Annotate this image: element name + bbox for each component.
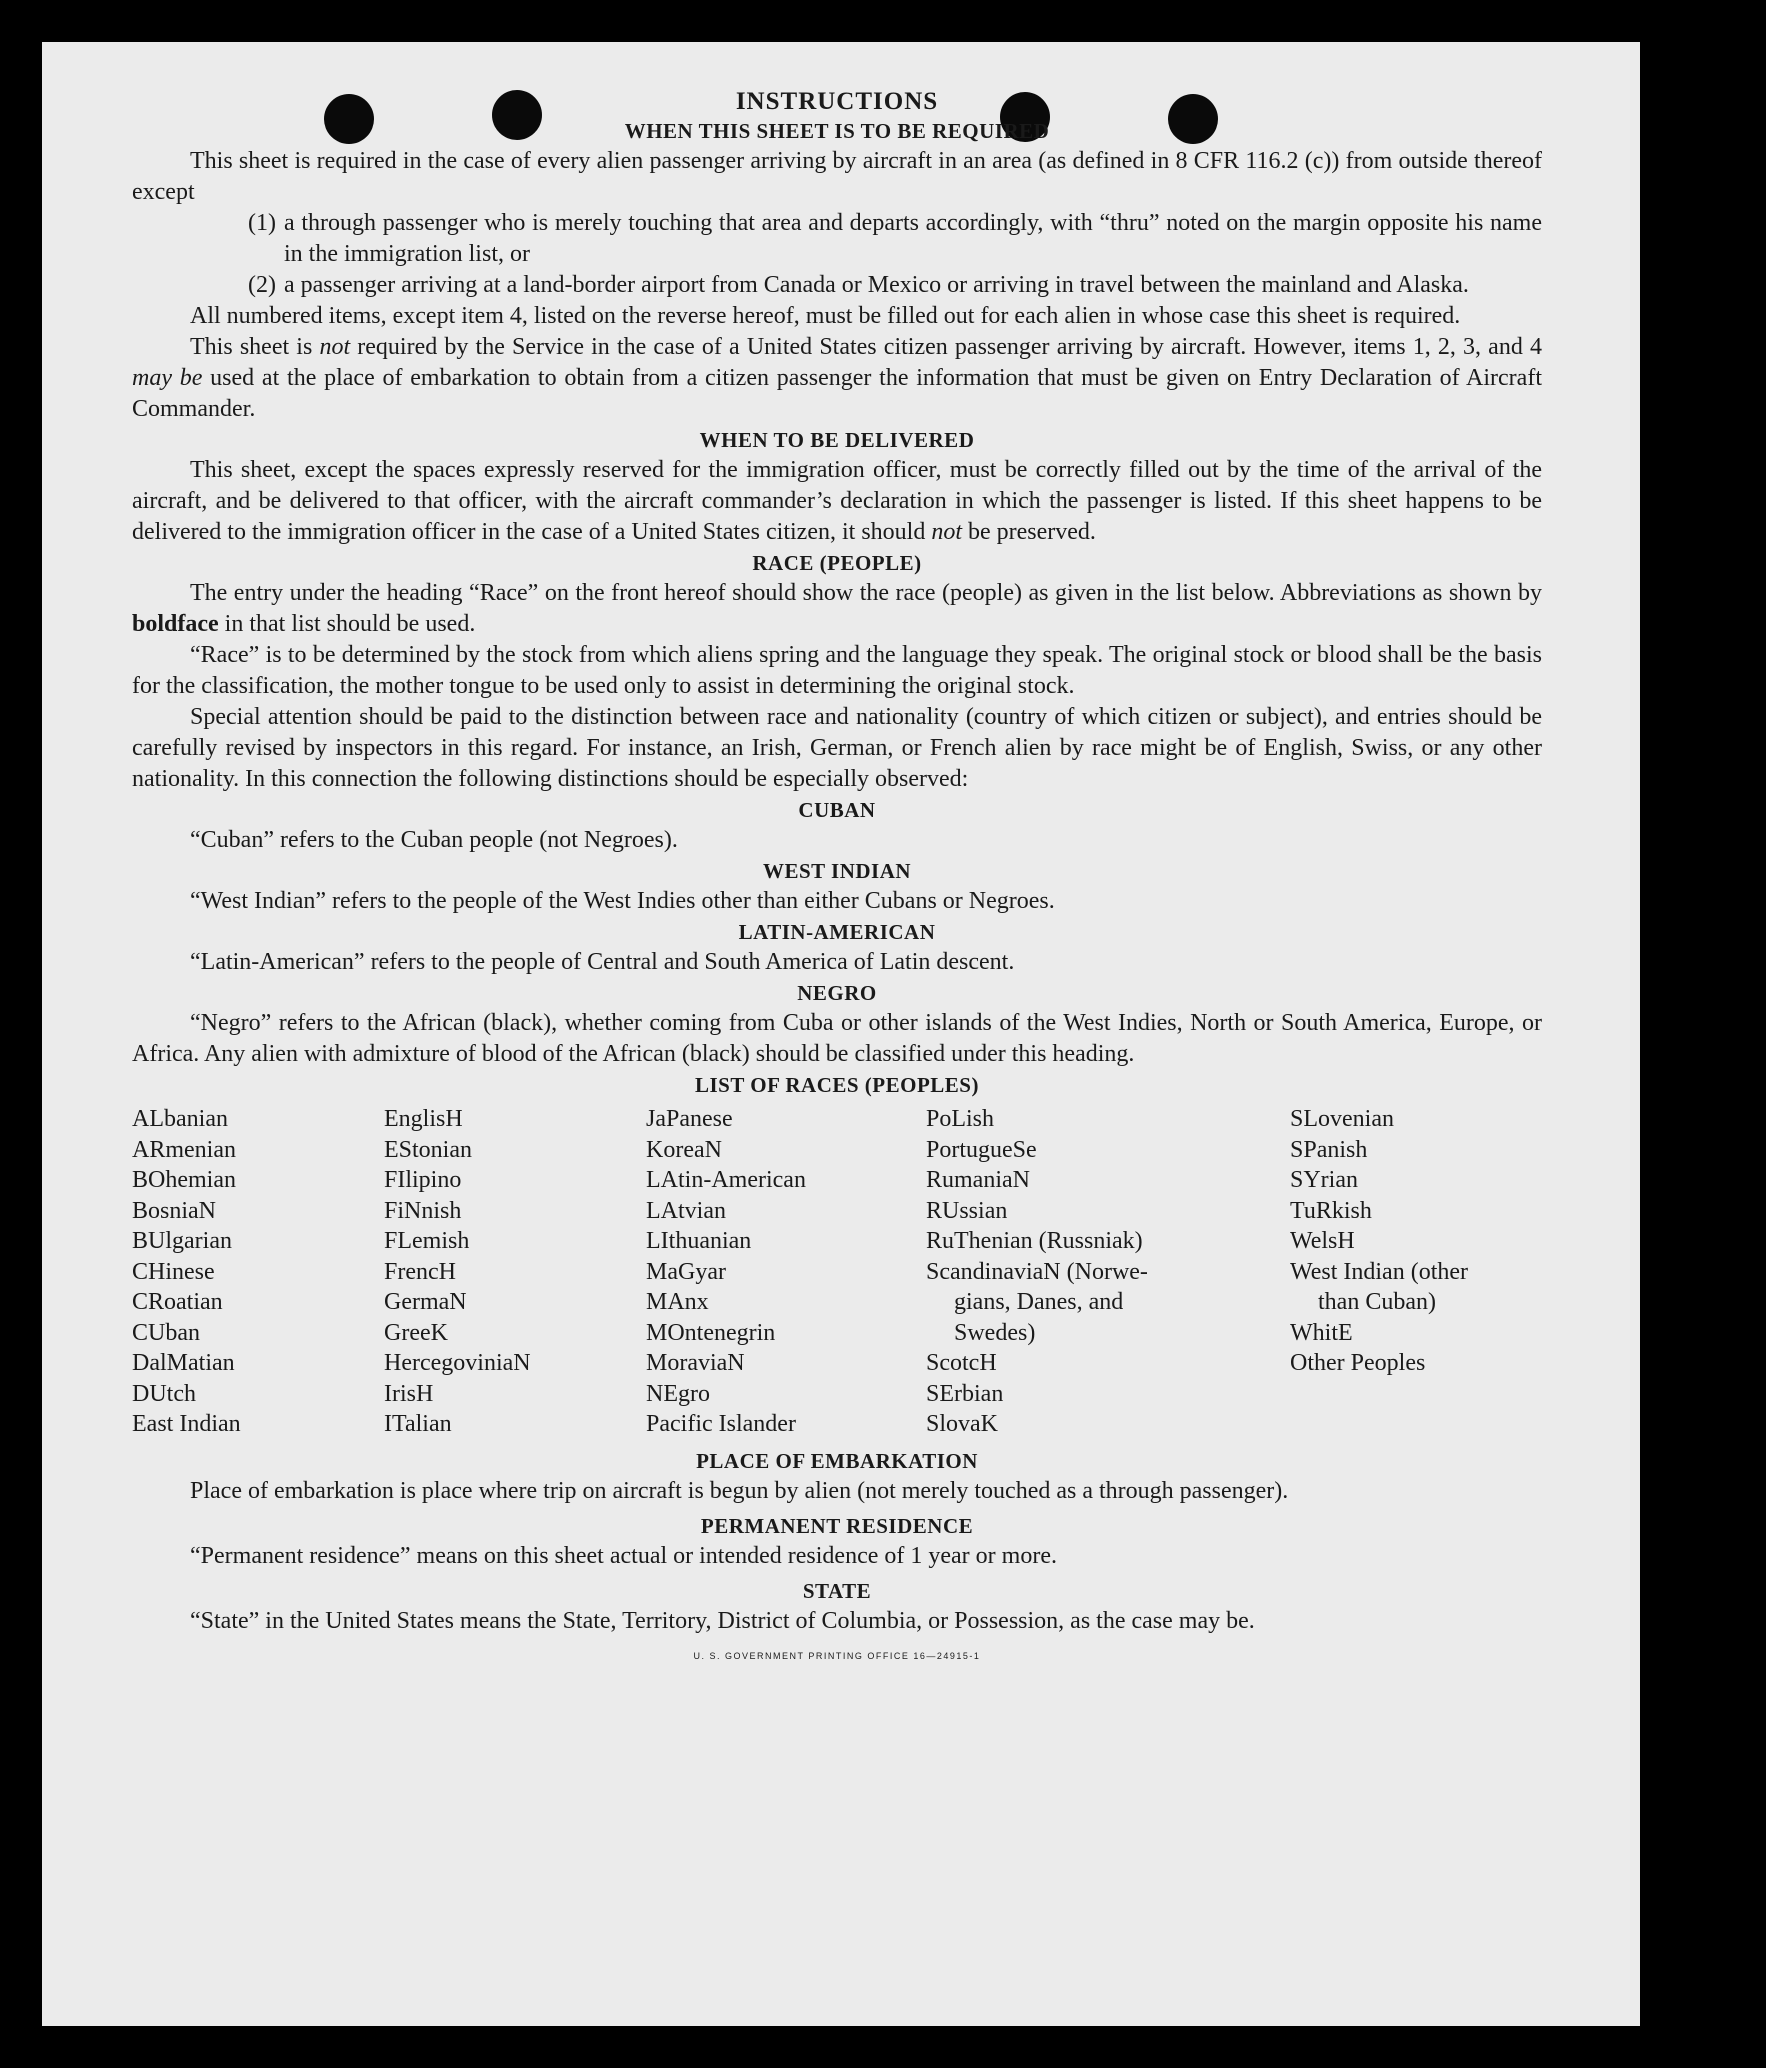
printer-imprint: U. S. GOVERNMENT PRINTING OFFICE 16—24915-1	[693, 1650, 981, 1661]
item-number: (2)	[248, 272, 276, 298]
paragraph: “Latin-American” refers to the people of Central and South America of Latin descent.	[190, 949, 1015, 975]
section-heading: LIST OF RACES (PEOPLES)	[695, 1073, 979, 1097]
race-item: DUtch	[132, 1380, 196, 1407]
text-run: in that list should be used.	[218, 611, 476, 637]
race-item: NEgro	[646, 1380, 710, 1407]
section-heading: CUBAN	[798, 798, 876, 822]
paragraph: All numbered items, except item 4, listed on the reverse hereof, must be filled out for each alien in whose case this sheet is required.	[190, 303, 1461, 329]
race-column	[132, 1104, 384, 1440]
race-item: ALbanian	[132, 1106, 228, 1132]
race-item: DalMatian	[132, 1350, 235, 1376]
race-item: TuRkish	[1290, 1197, 1372, 1224]
race-item: RUssian	[926, 1197, 1008, 1224]
section-heading: LATIN-AMERICAN	[738, 920, 936, 944]
paragraph: This sheet is required in the case of every alien passenger arriving by aircraft in an area (as defined in 8 CFR 116.2 (c)) from outside thereof except	[132, 148, 1542, 205]
section-heading: STATE	[802, 1578, 872, 1603]
race-item: BOhemian	[132, 1167, 236, 1193]
race-column	[384, 1104, 646, 1440]
section-heading: PLACE OF EMBARKATION	[696, 1448, 978, 1473]
race-list	[132, 1104, 1542, 1440]
paragraph: Special attention should be paid to the distinction between race and nationality (country of which citizen or subject), and entries should be carefully revised by inspectors in this regard. For instance, an Irish, German, or French alien by race might be of English, Swiss, or any other nationality. In this connection the following distinctions should be especially observed:	[132, 704, 1542, 792]
race-item: CHinese	[132, 1258, 215, 1285]
race-item: FrencH	[384, 1258, 456, 1285]
race-item: MAnx	[646, 1289, 709, 1315]
race-item: Other Peoples	[1290, 1350, 1426, 1376]
paragraph: “Cuban” refers to the Cuban people (not Negroes).	[190, 827, 678, 853]
race-item: GreeK	[384, 1319, 448, 1346]
section-heading: PERMANENT RESIDENCE	[700, 1513, 974, 1538]
race-item: ScandinaviaN (Norwe-	[926, 1258, 1148, 1285]
race-item: HercegoviniaN	[384, 1350, 531, 1376]
race-item: MOntenegrin	[646, 1319, 776, 1346]
race-item: WhitE	[1290, 1319, 1353, 1346]
race-item: PortugueSe	[926, 1136, 1037, 1163]
emphasis: not	[319, 334, 351, 360]
race-item: WelsH	[1290, 1228, 1355, 1254]
race-item: KoreaN	[646, 1136, 722, 1163]
text-run: This sheet, except the spaces expressly reserved for the immigration officer, must be correctly filled out by the time of the arrival of the aircraft, and be delivered to that officer, with the aircraft commander’s declaration in which the passenger is listed. If this sheet happens to be delivered to the immigration officer in the case of a United States citizen, it should	[132, 457, 1542, 545]
race-item: MoraviaN	[646, 1350, 745, 1376]
paragraph	[132, 332, 1542, 425]
document-content	[132, 86, 1542, 1661]
race-item: CUban	[132, 1319, 200, 1346]
race-item: FIlipino	[384, 1167, 462, 1193]
text-run: be preserved.	[962, 519, 1096, 545]
section-heading: NEGRO	[797, 981, 877, 1005]
race-column	[646, 1104, 926, 1440]
race-item: SLovenian	[1290, 1106, 1394, 1132]
race-item: PoLish	[926, 1106, 995, 1132]
paragraph: “West Indian” refers to the people of the West Indies other than either Cubans or Negroes.	[190, 888, 1055, 914]
race-item: SPanish	[1290, 1136, 1368, 1163]
document-sheet	[42, 42, 1640, 2026]
text-run: used at the place of embarkation to obtain from a citizen passenger the information that must be given on Entry Declaration of Aircraft Commander.	[132, 365, 1542, 422]
numbered-item	[132, 208, 1542, 270]
race-item: Swedes)	[954, 1319, 1036, 1346]
item-number: (1)	[248, 210, 276, 236]
race-item: than Cuban)	[1318, 1289, 1436, 1315]
race-item: SlovaK	[926, 1411, 998, 1437]
race-item: West Indian (other	[1290, 1258, 1469, 1285]
race-item: MaGyar	[646, 1258, 726, 1285]
race-item: SErbian	[926, 1380, 1004, 1407]
race-item: EnglisH	[384, 1106, 463, 1132]
section-heading: RACE (PEOPLE)	[752, 551, 922, 575]
race-item: JaPanese	[646, 1106, 733, 1132]
race-item: ITalian	[384, 1411, 452, 1437]
race-item: IrisH	[384, 1380, 434, 1407]
item-text: a through passenger who is merely touching that area and departs accordingly, with “thru” noted on the margin opposite his name in the immigration list, or	[284, 210, 1542, 267]
paragraph	[132, 578, 1542, 640]
race-column	[926, 1104, 1290, 1440]
race-column	[1290, 1104, 1542, 1440]
race-item: BUlgarian	[132, 1228, 232, 1254]
paragraph	[132, 455, 1542, 548]
race-item: ScotcH	[926, 1350, 997, 1376]
race-item: Pacific Islander	[646, 1411, 796, 1437]
emphasis: may be	[132, 365, 203, 391]
race-item: FLemish	[384, 1228, 470, 1254]
race-item: RuThenian (Russniak)	[926, 1228, 1143, 1254]
item-text: a passenger arriving at a land-border airport from Canada or Mexico or arriving in travel between the mainland and Alaska.	[284, 272, 1469, 298]
race-item: CRoatian	[132, 1289, 223, 1315]
paragraph: “Race” is to be determined by the stock from which aliens spring and the language they speak. The original stock or blood shall be the basis for the classification, the mother tongue to be used only to assist in determining the original stock.	[132, 642, 1542, 699]
bold-text: boldface	[132, 611, 219, 637]
race-item: SYrian	[1290, 1167, 1358, 1193]
section-heading: WHEN TO BE DELIVERED	[699, 428, 975, 452]
race-item: LIthuanian	[646, 1228, 752, 1254]
text-run: The entry under the heading “Race” on the front hereof should show the race (people) as given in the list below. Abbreviations as shown by	[190, 580, 1542, 606]
paragraph: Place of embarkation is place where trip on aircraft is begun by alien (not merely touched as a through passenger).	[190, 1477, 1289, 1504]
paragraph: “Permanent residence” means on this sheet actual or intended residence of 1 year or more.	[190, 1542, 1057, 1569]
text-run: This sheet is	[190, 334, 320, 360]
race-item: LAtvian	[646, 1197, 726, 1224]
race-item: gians, Danes, and	[954, 1289, 1124, 1315]
race-item: GermaN	[384, 1289, 467, 1315]
race-item: RumaniaN	[926, 1167, 1030, 1193]
race-item: EStonian	[384, 1136, 472, 1163]
race-item: FiNnish	[384, 1197, 462, 1224]
paragraph: “State” in the United States means the State, Territory, District of Columbia, or Possession, as the case may be.	[190, 1607, 1255, 1634]
section-heading: WHEN THIS SHEET IS TO BE REQUIRED	[624, 119, 1050, 143]
text-run: required by the Service in the case of a United States citizen passenger arriving by aircraft. However, items 1, 2, 3, and 4	[350, 334, 1542, 360]
race-item: East Indian	[132, 1411, 241, 1437]
page-title: INSTRUCTIONS	[735, 88, 939, 115]
race-item: LAtin-American	[646, 1167, 806, 1193]
paragraph: “Negro” refers to the African (black), whether coming from Cuba or other islands of the West Indies, North or South America, Europe, or Africa. Any alien with admixture of blood of the African (black) should be classified under this heading.	[132, 1010, 1542, 1067]
race-item: BosniaN	[132, 1197, 216, 1224]
emphasis: not	[931, 519, 962, 545]
numbered-item	[132, 270, 1542, 301]
section-heading: WEST INDIAN	[762, 859, 912, 883]
race-item: ARmenian	[132, 1136, 236, 1163]
